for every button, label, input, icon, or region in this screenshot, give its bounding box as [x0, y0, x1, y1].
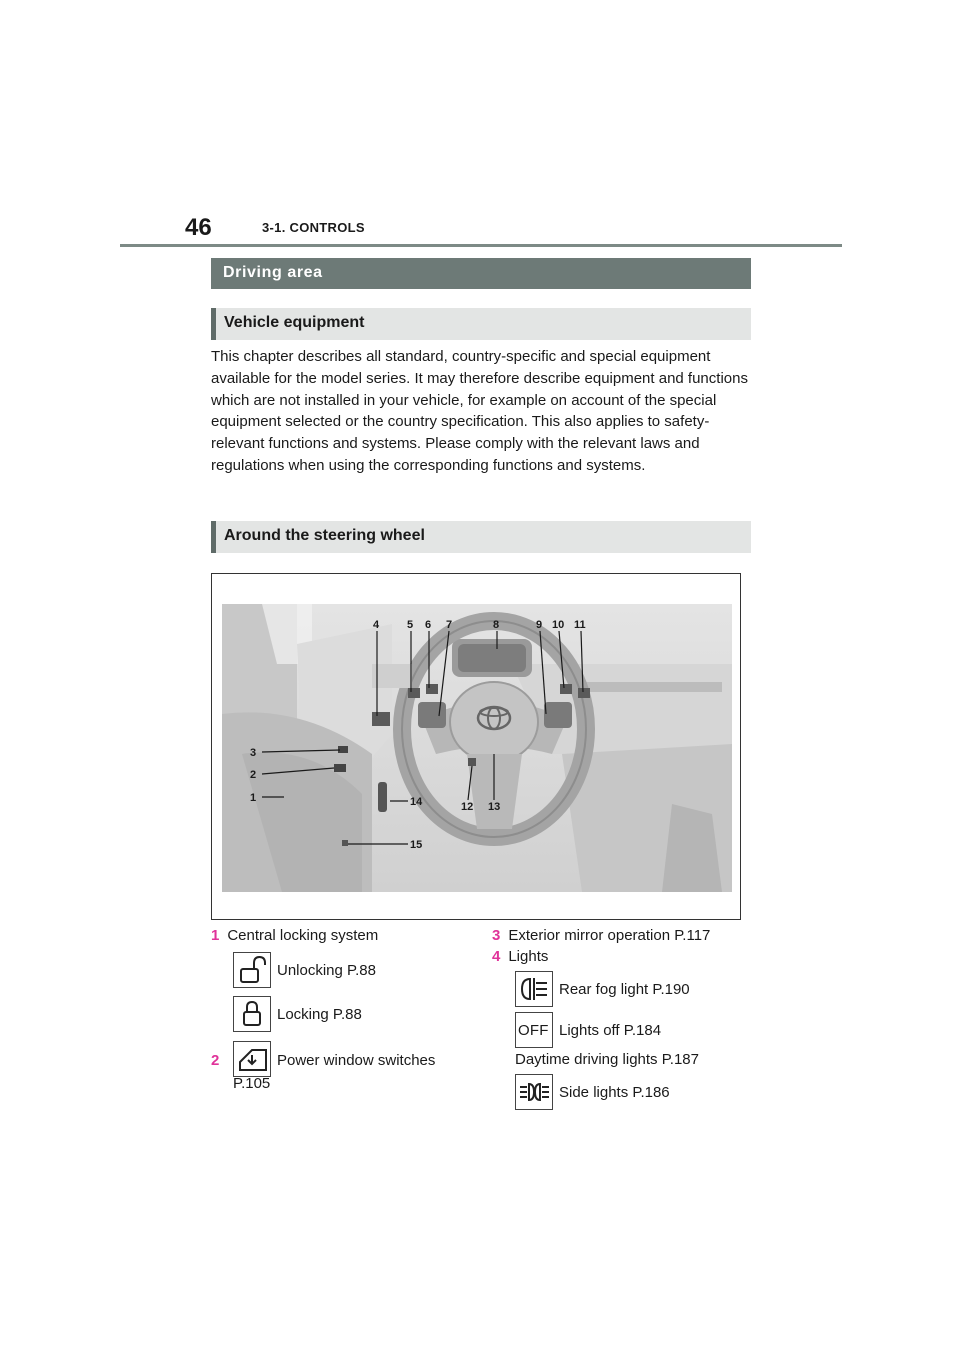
- callout-9: 9: [536, 619, 543, 631]
- steering-wheel-diagram: [211, 573, 741, 920]
- header-rule: [120, 244, 842, 247]
- callout-8: 8: [493, 619, 500, 631]
- legend-label: Lights: [508, 948, 549, 965]
- padlock-closed-icon: [233, 996, 271, 1032]
- intro-paragraph: This chapter describes all standard, country-specific and special equipment available for the model series. It may therefore describe equipment and functions which are not installed in your vehicle, for example on account of the special equipment selected or the country specification. This also applies to safety-relevant functions and systems. Please comply with the relevant laws and regulations when using the corresponding functions and systems.: [211, 348, 748, 474]
- cockpit-illustration: [222, 604, 732, 892]
- callout-13: 13: [488, 801, 501, 813]
- callout-15: 15: [410, 839, 423, 851]
- power-window-icon: [233, 1041, 271, 1077]
- callout-7: 7: [446, 619, 453, 631]
- callout-10: 10: [552, 619, 565, 631]
- legend-item-3: [492, 927, 710, 944]
- subsection-band-steering-wheel: Around the steering wheel: [211, 521, 751, 553]
- legend-number: 2: [211, 1052, 220, 1069]
- callout-4: 4: [373, 619, 380, 631]
- page-number: 46: [185, 214, 212, 241]
- callout-3: 3: [250, 747, 257, 759]
- power-window-label: Power window switches: [277, 1052, 436, 1069]
- unlocking-label: Unlocking P.88: [277, 962, 376, 979]
- callout-11: 11: [574, 619, 586, 631]
- subsection-band-vehicle-equipment: Vehicle equipment: [211, 308, 751, 340]
- callout-2: 2: [250, 769, 257, 781]
- off-icon-text: OFF: [518, 1022, 549, 1039]
- callout-14: 14: [410, 796, 423, 808]
- callout-12: 12: [461, 801, 474, 813]
- power-window-ref: P.105: [233, 1075, 271, 1092]
- side-lights-label: Side lights P.186: [559, 1084, 670, 1101]
- rear-fog-light-label: Rear fog light P.190: [559, 981, 690, 998]
- section-title: 3-1. CONTROLS: [262, 220, 365, 235]
- legend-label: Exterior mirror operation P.117: [508, 927, 711, 944]
- legend-number: 4: [492, 948, 501, 965]
- side-lights-icon: [515, 1074, 553, 1110]
- legend-number: 3: [492, 927, 501, 944]
- legend-item-4: [492, 948, 548, 965]
- section-band-driving-area: Driving area: [211, 258, 751, 289]
- legend-label: Central locking system: [227, 927, 379, 944]
- locking-label: Locking P.88: [277, 1006, 362, 1023]
- callout-1: 1: [250, 792, 257, 804]
- daytime-lights-label: Daytime driving lights P.187: [515, 1051, 699, 1068]
- legend-number: 1: [211, 927, 220, 944]
- lights-off-icon: [515, 1012, 553, 1048]
- callout-6: 6: [425, 619, 432, 631]
- padlock-open-icon: [233, 952, 271, 988]
- rear-fog-light-icon: [515, 971, 553, 1007]
- legend-item-2-number: [211, 1052, 227, 1069]
- legend-item-1: [211, 927, 378, 944]
- callout-5: 5: [407, 619, 414, 631]
- lights-off-label: Lights off P.184: [559, 1022, 662, 1039]
